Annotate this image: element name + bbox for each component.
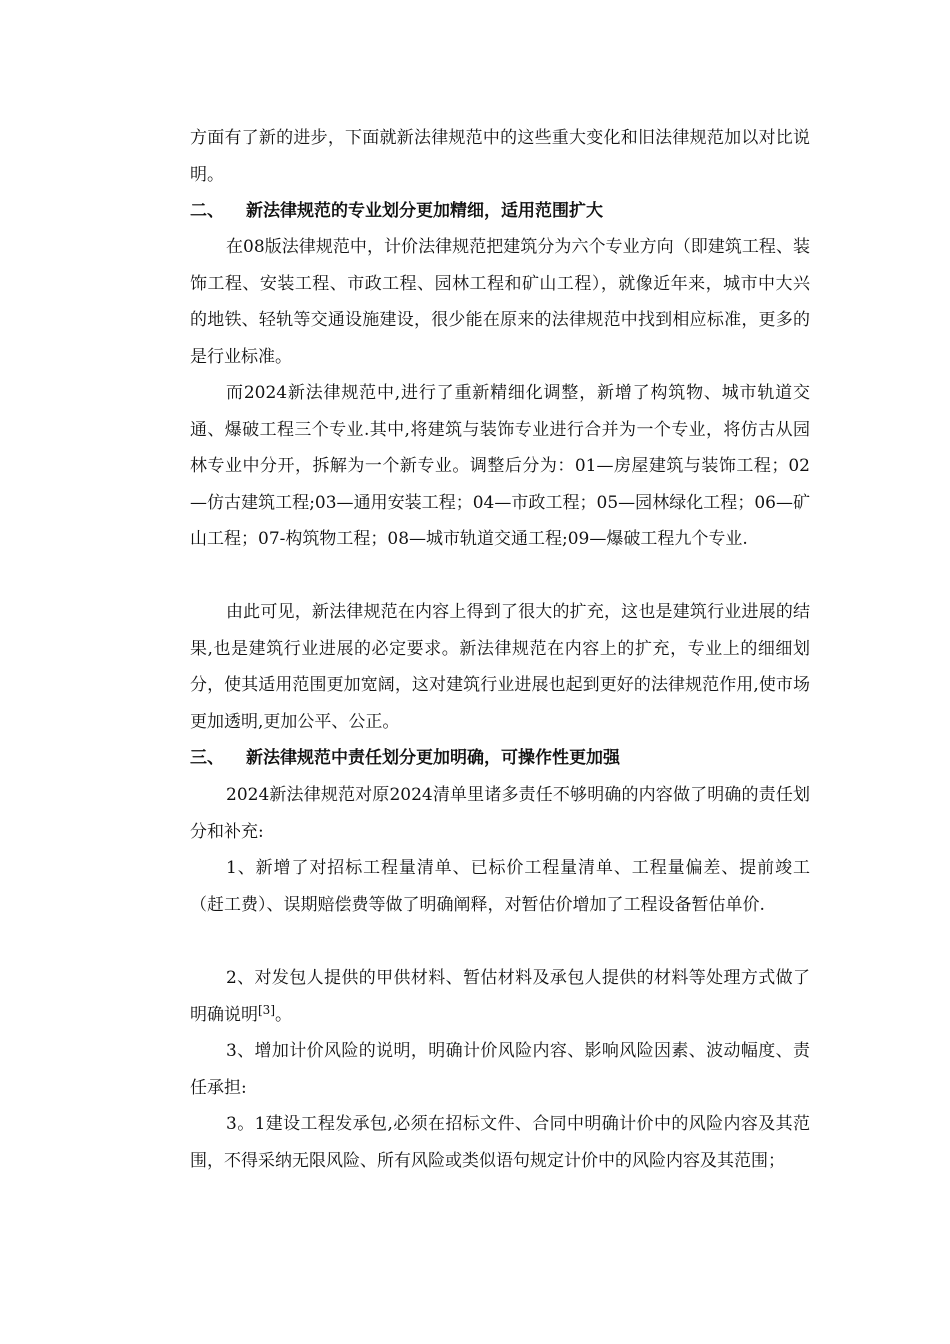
section-heading-3 bbox=[190, 740, 810, 777]
citation-reference: [3] bbox=[258, 1002, 275, 1017]
paragraph: 由此可见，新法律规范在内容上得到了很大的扩充，这也是建筑行业进展的结果,也是建筑行业进展的必定要求。新法律规范在内容上的扩充，专业上的细细划分，使其适用范围更加宽阔，这对建筑行业进展也起到更好的法律规范作用,使市场更加透明,更加公平、公正。 bbox=[190, 602, 810, 732]
paragraph: 2024新法律规范对原2024清单里诸多责任不够明确的内容做了明确的责任划分和补充: bbox=[190, 785, 810, 842]
section-title: 新法律规范中责任划分更加明确，可操作性更加强 bbox=[246, 748, 620, 768]
intro-paragraph: 方面有了新的进步，下面就新法律规范中的这些重大变化和旧法律规范加以对比说明。 bbox=[190, 128, 810, 185]
section-heading-2 bbox=[190, 193, 810, 230]
section-title: 新法律规范的专业划分更加精细，适用范围扩大 bbox=[246, 201, 603, 221]
list-item bbox=[190, 960, 810, 1033]
list-item-end: 。 bbox=[275, 1004, 292, 1025]
list-item-text: 2、对发包人提供的甲供材料、暂估材料及承包人提供的材料等处理方式做了明确说明 bbox=[190, 968, 810, 1025]
section-number: 二、 bbox=[190, 201, 224, 221]
paragraph: 在08版法律规范中，计价法律规范把建筑分为六个专业方向（即建筑工程、装饰工程、安装工程、市政工程、园林工程和矿山工程），就像近年来，城市中大兴的地铁、轻轨等交通设施建设，很少能在原来的法律规范中找到相应标准，更多的是行业标准。 bbox=[190, 237, 810, 367]
section-number: 三、 bbox=[190, 748, 224, 768]
list-item: 3。1建设工程发承包,必须在招标文件、合同中明确计价中的风险内容及其范围，不得采纳无限风险、所有风险或类似语句规定计价中的风险内容及其范围； bbox=[190, 1114, 810, 1171]
list-item: 1、新增了对招标工程量清单、已标价工程量清单、工程量偏差、提前竣工（赶工费）、误期赔偿费等做了明确阐释，对暂估价增加了工程设备暂估单价. bbox=[190, 858, 810, 915]
paragraph: 而2024新法律规范中,进行了重新精细化调整，新增了构筑物、城市轨道交通、爆破工程三个专业.其中,将建筑与装饰专业进行合并为一个专业，将仿古从园林专业中分开，拆解为一个新专业。调整后分为：01—房屋建筑与装饰工程；02—仿古建筑工程;03—通用安装工程；04—市政工程；05—园林绿化工程；06—矿山工程；07-构筑物工程；08—城市轨道交通工程;09—爆破工程九个专业. bbox=[190, 383, 810, 549]
list-item: 3、增加计价风险的说明，明确计价风险内容、影响风险因素、波动幅度、责任承担: bbox=[190, 1041, 810, 1098]
